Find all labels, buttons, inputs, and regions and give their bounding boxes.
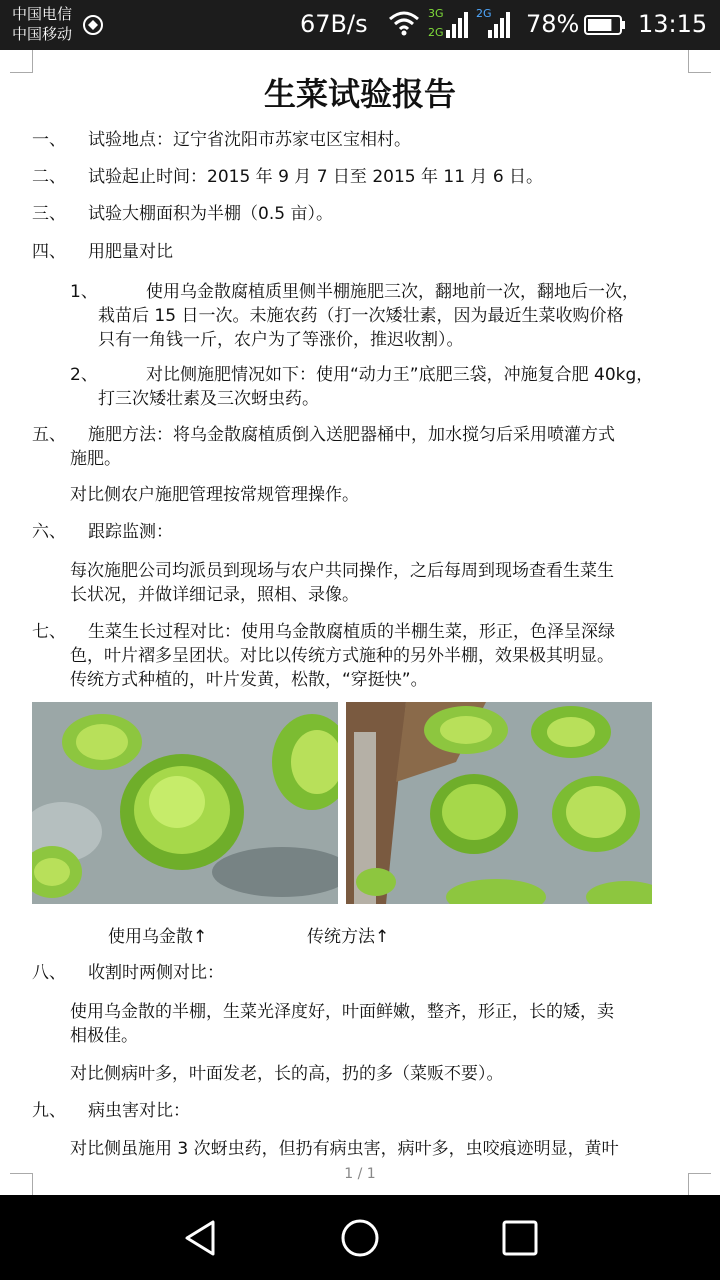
- paragraph-line: 施肥方法：将乌金散腐植质倒入送肥器桶中，加水搅匀后采用喷灌方式: [88, 425, 615, 445]
- paragraph-line: 相极佳。: [70, 1026, 138, 1046]
- paragraph-line: 使用乌金散的半棚，生菜光泽度好，叶面鲜嫩，整齐，形正，长的矮，卖: [70, 1002, 614, 1022]
- home-button[interactable]: [335, 1213, 385, 1263]
- section-text: 用肥量对比: [88, 242, 173, 262]
- section-text: 试验起止时间：2015 年 9 月 7 日至 2015 年 11 月 6 日。: [88, 167, 544, 187]
- document-title: 生菜试验报告: [263, 75, 456, 113]
- paragraph-line: 施肥。: [70, 449, 121, 469]
- signal-icon: [428, 6, 472, 42]
- home-circle-icon: [343, 1221, 377, 1255]
- subsection-number: 2、: [70, 365, 98, 385]
- network-speed: 67B/s: [300, 10, 368, 38]
- paragraph-line: 栽苗后 15 日一次。未施农药（打一次矮壮素，因为最近生菜收购价格: [98, 306, 624, 326]
- paragraph-line: 色，叶片褶多呈团状。对比以传统方式施种的另外半棚，效果极其明显。: [70, 646, 614, 666]
- sig-label-1b: 2G: [428, 26, 444, 39]
- back-triangle-icon: [187, 1222, 213, 1254]
- carrier-2: 中国移动: [12, 25, 73, 43]
- cmcc-icon: [82, 14, 104, 36]
- paragraph-line: 使用乌金散腐植质里侧半棚施肥三次，翻地前一次，翻地后一次，: [146, 282, 639, 302]
- document-page[interactable]: [0, 50, 720, 1195]
- paragraph-line: 传统方式种植的，叶片发黄，松散，“穿挺快”。: [70, 670, 428, 690]
- sig-label-2: 2G: [476, 7, 492, 20]
- photo-caption: 使用乌金散↑: [108, 927, 208, 947]
- section-text: 试验地点：辽宁省沈阳市苏家屯区宝相村。: [88, 130, 411, 150]
- status-bar: [0, 0, 720, 50]
- section-number: 六、: [32, 522, 66, 542]
- section-text: 试验大棚面积为半棚（0.5 亩）。: [88, 204, 333, 224]
- paragraph-line: 打三次矮壮素及三次蚜虫药。: [98, 389, 319, 409]
- section-number: 七、: [32, 622, 66, 642]
- carrier-1: 中国电信: [12, 5, 73, 23]
- paragraph-line: 对比侧施肥情况如下：使用“动力王”底肥三袋，冲施复合肥 40kg，: [146, 365, 654, 385]
- paragraph-line: 长状况，并做详细记录，照相、录像。: [70, 585, 359, 605]
- sig-label-1a: 3G: [428, 7, 444, 20]
- photo-caption: 传统方法↑: [307, 927, 390, 947]
- section-number: 九、: [32, 1101, 66, 1121]
- section-text: 跟踪监测：: [88, 522, 173, 542]
- section-text: 病虫害对比：: [88, 1101, 190, 1121]
- paragraph-line: 对比侧病叶多，叶面发老，长的高，扔的多（菜贩不要）。: [70, 1064, 504, 1084]
- back-button[interactable]: [175, 1213, 225, 1263]
- crop-mark: [688, 50, 711, 73]
- paragraph-line: 只有一角钱一斤，农户为了等涨价，推迟收割）。: [98, 330, 464, 350]
- carrier-names: [12, 4, 72, 44]
- section-number: 一、: [32, 130, 66, 150]
- section-text: 收割时两侧对比：: [88, 963, 224, 983]
- wifi-icon: [388, 10, 420, 36]
- navigation-bar: [0, 1195, 720, 1280]
- page-counter: 1 / 1: [344, 1166, 376, 1182]
- section-number: 四、: [32, 242, 66, 262]
- recents-button[interactable]: [495, 1213, 545, 1263]
- lettuce-photo-traditional: [346, 702, 652, 904]
- section-number: 三、: [32, 204, 66, 224]
- signal-icon: [476, 6, 520, 42]
- subsection-number: 1、: [70, 282, 98, 302]
- battery-icon: [584, 14, 626, 36]
- lettuce-photo-wujinsan: [32, 702, 338, 904]
- crop-mark: [10, 50, 33, 73]
- clock: 13:15: [638, 10, 708, 38]
- paragraph-line: 生菜生长过程对比：使用乌金散腐植质的半棚生菜，形正，色泽呈深绿: [88, 622, 615, 642]
- battery-percent: 78%: [526, 10, 580, 38]
- section-number: 二、: [32, 167, 66, 187]
- paragraph-line: 对比侧农户施肥管理按常规管理操作。: [70, 485, 359, 505]
- paragraph-line: 对比侧虽施用 3 次蚜虫药，但扔有病虫害，病叶多，虫咬痕迹明显，黄叶: [70, 1139, 619, 1159]
- recents-square-icon: [504, 1222, 536, 1254]
- section-number: 八、: [32, 963, 66, 983]
- paragraph-line: 每次施肥公司均派员到现场与农户共同操作，之后每周到现场查看生菜生: [70, 561, 614, 581]
- section-number: 五、: [32, 425, 66, 445]
